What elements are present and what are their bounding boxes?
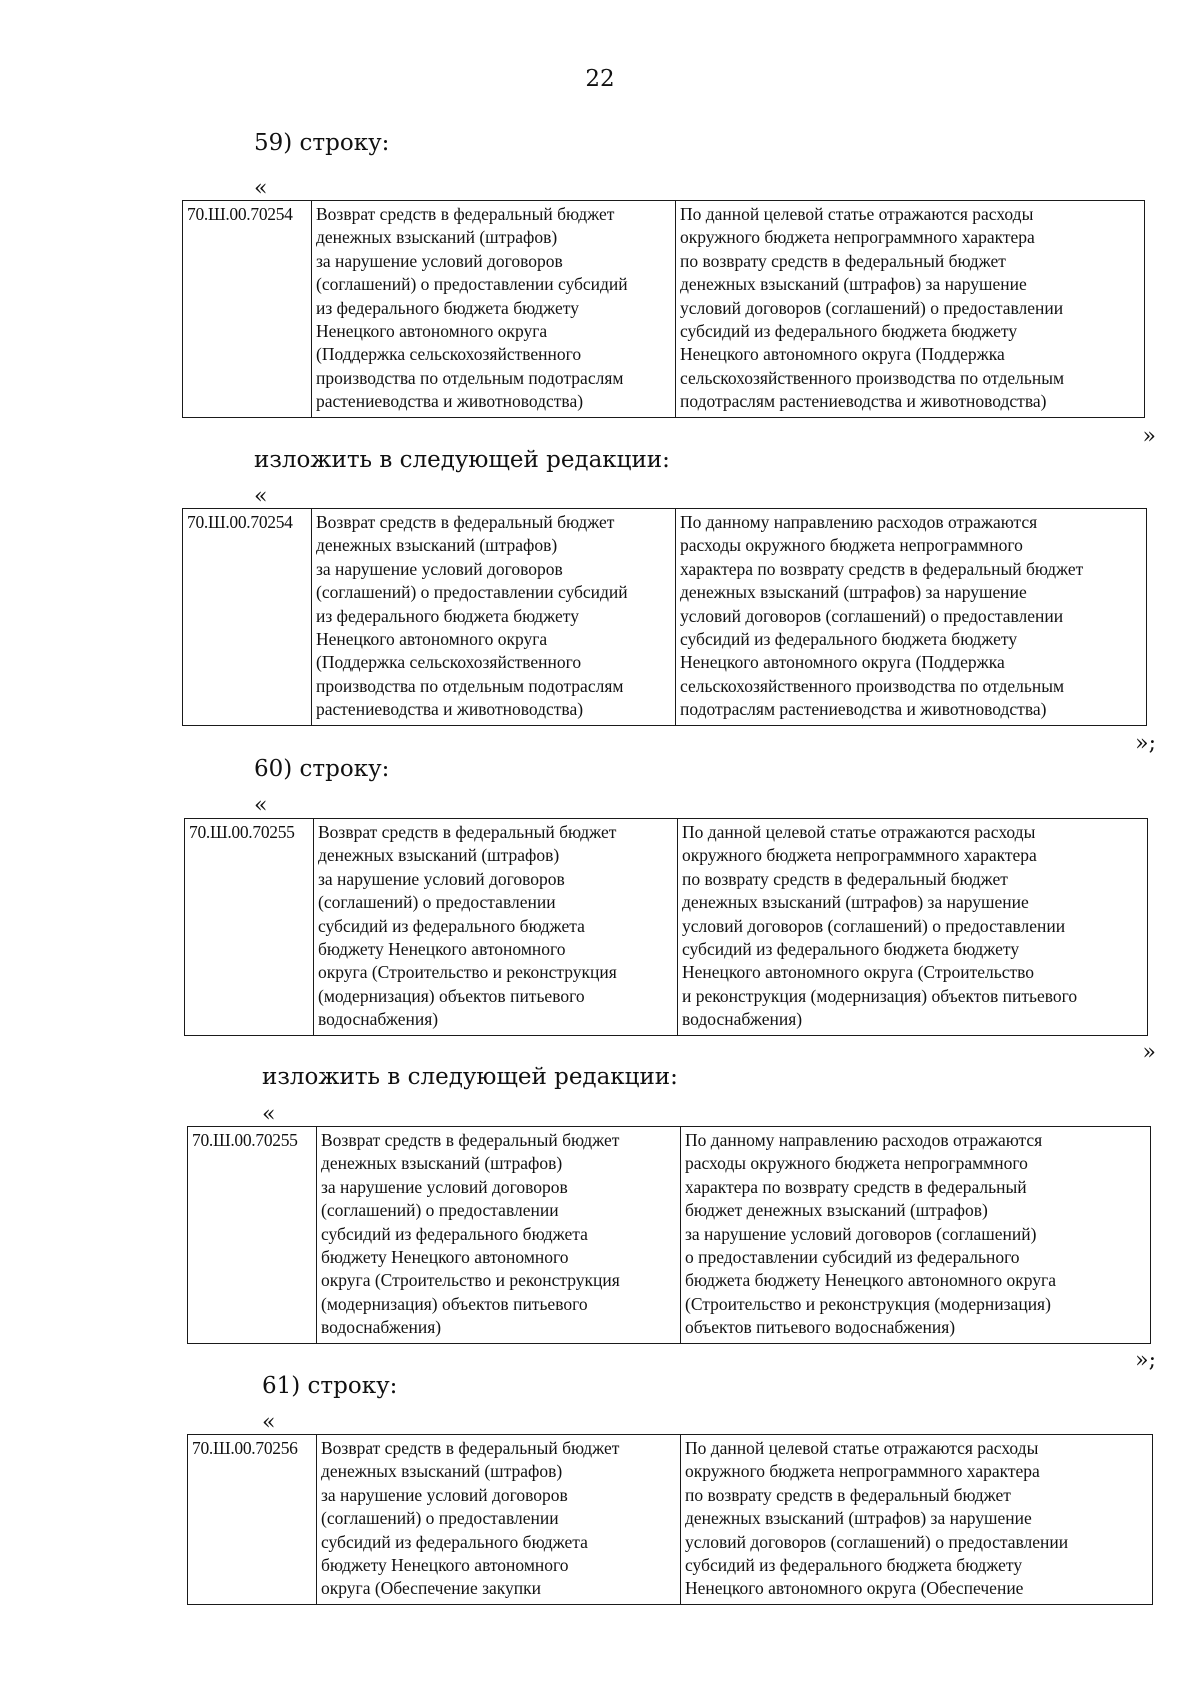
expense-description-line: характера по возврату средств в федеральный <box>685 1176 1027 1197</box>
expense-description-line: по возврату средств в федеральный бюджет <box>682 868 1008 889</box>
opening-quote: « <box>254 176 268 201</box>
expense-name-line: за нарушение условий договоров <box>318 868 565 889</box>
expense-description-line: денежных взысканий (штрафов) за нарушение <box>685 1508 1032 1529</box>
expense-description-line: расходы окружного бюджета непрограммного <box>680 535 1023 556</box>
expense-name-cell <box>312 509 676 726</box>
expense-name-line: производства по отдельным подотраслям <box>316 367 624 388</box>
opening-quote: « <box>262 1102 276 1127</box>
expense-description-line: субсидий из федерального бюджета бюджету <box>682 939 1020 960</box>
expense-description-cell <box>681 1435 1153 1605</box>
section-heading: 60) строку: <box>254 756 390 782</box>
expense-description-line: Ненецкого автономного округа (Обеспечение <box>685 1578 1024 1599</box>
expense-description-line: (Строительство и реконструкция (модернизация) <box>685 1293 1051 1314</box>
expense-name-line: денежных взысканий (штрафов) <box>321 1461 563 1482</box>
expense-name-cell <box>314 819 678 1036</box>
budget-code-cell: 70.Ш.00.70255 <box>185 819 314 1036</box>
expense-description-line: По данному направлению расходов отражаются <box>680 512 1038 532</box>
expense-description-line: условий договоров (соглашений) о предоставлении <box>680 297 1064 318</box>
expense-name-line: Возврат средств в федеральный бюджет <box>321 1130 620 1150</box>
opening-quote: « <box>254 793 268 818</box>
expense-name-line: производства по отдельным подотраслям <box>316 675 624 696</box>
expense-name-line: за нарушение условий договоров <box>321 1484 568 1505</box>
opening-quote: « <box>254 484 268 509</box>
expense-name-line: (соглашений) о предоставлении субсидий <box>316 582 628 603</box>
expense-description-line: по возврату средств в федеральный бюджет <box>685 1484 1011 1505</box>
expense-description-line: по возврату средств в федеральный бюджет <box>680 250 1006 271</box>
expense-description-line: бюджет денежных взысканий (штрафов) <box>685 1200 988 1221</box>
budget-code-table <box>187 1126 1151 1344</box>
expense-name-line: округа (Строительство и реконструкция <box>321 1270 620 1291</box>
closing-quote: » <box>1142 1040 1156 1065</box>
table-row <box>183 201 1145 418</box>
expense-description-line: Ненецкого автономного округа (Строительство <box>682 962 1035 983</box>
expense-name-line: округа (Строительство и реконструкция <box>318 962 617 983</box>
budget-code-cell: 70.Ш.00.70254 <box>183 509 312 726</box>
expense-name-line: округа (Обеспечение закупки <box>321 1578 542 1599</box>
table-row <box>185 819 1148 1036</box>
expense-name-line: водоснабжения) <box>318 1009 439 1030</box>
expense-description-line: окружного бюджета непрограммного характера <box>680 227 1035 248</box>
budget-code-cell: 70.Ш.00.70256 <box>188 1435 317 1605</box>
expense-name-line: денежных взысканий (штрафов) <box>318 845 560 866</box>
expense-name-line: Возврат средств в федеральный бюджет <box>316 512 615 532</box>
expense-name-line: бюджету Ненецкого автономного <box>321 1247 569 1268</box>
expense-name-line: денежных взысканий (штрафов) <box>321 1153 563 1174</box>
expense-name-line: за нарушение условий договоров <box>321 1176 568 1197</box>
expense-description-line: подотраслям растениеводства и животноводства) <box>680 391 1047 412</box>
budget-code-table <box>182 200 1145 418</box>
expense-description-cell <box>678 819 1148 1036</box>
expense-name-cell <box>317 1127 681 1344</box>
expense-description-cell <box>681 1127 1151 1344</box>
expense-description-line: денежных взысканий (штрафов) за нарушение <box>680 582 1027 603</box>
expense-name-line: за нарушение условий договоров <box>316 558 563 579</box>
expense-name-line: Возврат средств в федеральный бюджет <box>321 1438 620 1458</box>
expense-name-line: бюджету Ненецкого автономного <box>321 1555 569 1576</box>
expense-description-line: водоснабжения) <box>682 1009 803 1030</box>
expense-description-line: окружного бюджета непрограммного характера <box>682 845 1037 866</box>
expense-name-line: субсидий из федерального бюджета <box>318 915 585 936</box>
budget-code-table <box>182 508 1147 726</box>
section-heading: изложить в следующей редакции: <box>254 447 670 473</box>
expense-description-line: расходы окружного бюджета непрограммного <box>685 1153 1028 1174</box>
table-row <box>183 509 1147 726</box>
expense-description-line: и реконструкция (модернизация) объектов питьевого <box>682 985 1078 1006</box>
expense-name-cell <box>317 1435 681 1605</box>
expense-description-line: условий договоров (соглашений) о предоставлении <box>685 1531 1069 1552</box>
opening-quote: « <box>262 1410 276 1435</box>
expense-name-line: (соглашений) о предоставлении субсидий <box>316 274 628 295</box>
expense-description-line: субсидий из федерального бюджета бюджету <box>685 1555 1023 1576</box>
expense-description-line: подотраслям растениеводства и животноводства) <box>680 699 1047 720</box>
expense-name-line: из федерального бюджета бюджету <box>316 297 579 318</box>
expense-name-line: Ненецкого автономного округа <box>316 321 548 342</box>
expense-description-line: субсидий из федерального бюджета бюджету <box>680 629 1018 650</box>
section-heading: 59) строку: <box>254 130 390 156</box>
closing-quote: » <box>1142 424 1156 449</box>
expense-name-line: растениеводства и животноводства) <box>316 699 584 720</box>
expense-description-line: По данному направлению расходов отражаются <box>685 1130 1043 1150</box>
table-row <box>188 1127 1151 1344</box>
expense-name-line: денежных взысканий (штрафов) <box>316 227 558 248</box>
expense-description-line: условий договоров (соглашений) о предоставлении <box>680 605 1064 626</box>
budget-code-cell: 70.Ш.00.70254 <box>183 201 312 418</box>
expense-description-line: денежных взысканий (штрафов) за нарушение <box>680 274 1027 295</box>
budget-code-cell: 70.Ш.00.70255 <box>188 1127 317 1344</box>
expense-description-line: характера по возврату средств в федеральный бюджет <box>680 558 1084 579</box>
expense-name-line: из федерального бюджета бюджету <box>316 605 579 626</box>
budget-code-table <box>184 818 1148 1036</box>
expense-description-line: денежных взысканий (штрафов) за нарушение <box>682 892 1029 913</box>
expense-name-line: (Поддержка сельскохозяйственного <box>316 652 582 673</box>
expense-name-line: субсидий из федерального бюджета <box>321 1531 588 1552</box>
page-number: 22 <box>585 66 615 92</box>
expense-name-line: (соглашений) о предоставлении <box>321 1508 559 1529</box>
section-heading: изложить в следующей редакции: <box>262 1064 678 1090</box>
section-heading: 61) строку: <box>262 1373 398 1399</box>
expense-description-line: субсидий из федерального бюджета бюджету <box>680 321 1018 342</box>
expense-name-line: (модернизация) объектов питьевого <box>321 1293 588 1314</box>
expense-name-line: (модернизация) объектов питьевого <box>318 985 585 1006</box>
closing-quote: »; <box>1135 1348 1156 1373</box>
expense-name-line: (Поддержка сельскохозяйственного <box>316 344 582 365</box>
expense-name-line: Возврат средств в федеральный бюджет <box>316 204 615 224</box>
expense-name-line: Возврат средств в федеральный бюджет <box>318 822 617 842</box>
expense-name-line: (соглашений) о предоставлении <box>321 1200 559 1221</box>
expense-description-line: По данной целевой статье отражаются расходы <box>680 204 1034 224</box>
expense-description-line: Ненецкого автономного округа (Поддержка <box>680 344 1005 365</box>
table-row <box>188 1435 1153 1605</box>
expense-description-cell <box>676 509 1147 726</box>
expense-description-line: бюджета бюджету Ненецкого автономного округа <box>685 1270 1056 1291</box>
expense-description-line: Ненецкого автономного округа (Поддержка <box>680 652 1005 673</box>
expense-description-line: за нарушение условий договоров (соглашений) <box>685 1223 1037 1244</box>
closing-quote: »; <box>1135 731 1156 756</box>
expense-description-line: окружного бюджета непрограммного характера <box>685 1461 1040 1482</box>
expense-name-line: растениеводства и животноводства) <box>316 391 584 412</box>
expense-description-line: По данной целевой статье отражаются расходы <box>685 1438 1039 1458</box>
expense-description-cell <box>676 201 1145 418</box>
expense-name-line: денежных взысканий (штрафов) <box>316 535 558 556</box>
expense-description-line: сельскохозяйственного производства по отдельным <box>680 367 1065 388</box>
expense-description-line: объектов питьевого водоснабжения) <box>685 1317 956 1338</box>
expense-name-line: за нарушение условий договоров <box>316 250 563 271</box>
expense-name-cell <box>312 201 676 418</box>
budget-code-table <box>187 1434 1153 1605</box>
expense-name-line: субсидий из федерального бюджета <box>321 1223 588 1244</box>
expense-name-line: (соглашений) о предоставлении <box>318 892 556 913</box>
expense-description-line: о предоставлении субсидий из федерального <box>685 1247 1020 1268</box>
expense-description-line: условий договоров (соглашений) о предоставлении <box>682 915 1066 936</box>
expense-description-line: сельскохозяйственного производства по отдельным <box>680 675 1065 696</box>
expense-description-line: По данной целевой статье отражаются расходы <box>682 822 1036 842</box>
expense-name-line: Ненецкого автономного округа <box>316 629 548 650</box>
expense-name-line: бюджету Ненецкого автономного <box>318 939 566 960</box>
expense-name-line: водоснабжения) <box>321 1317 442 1338</box>
